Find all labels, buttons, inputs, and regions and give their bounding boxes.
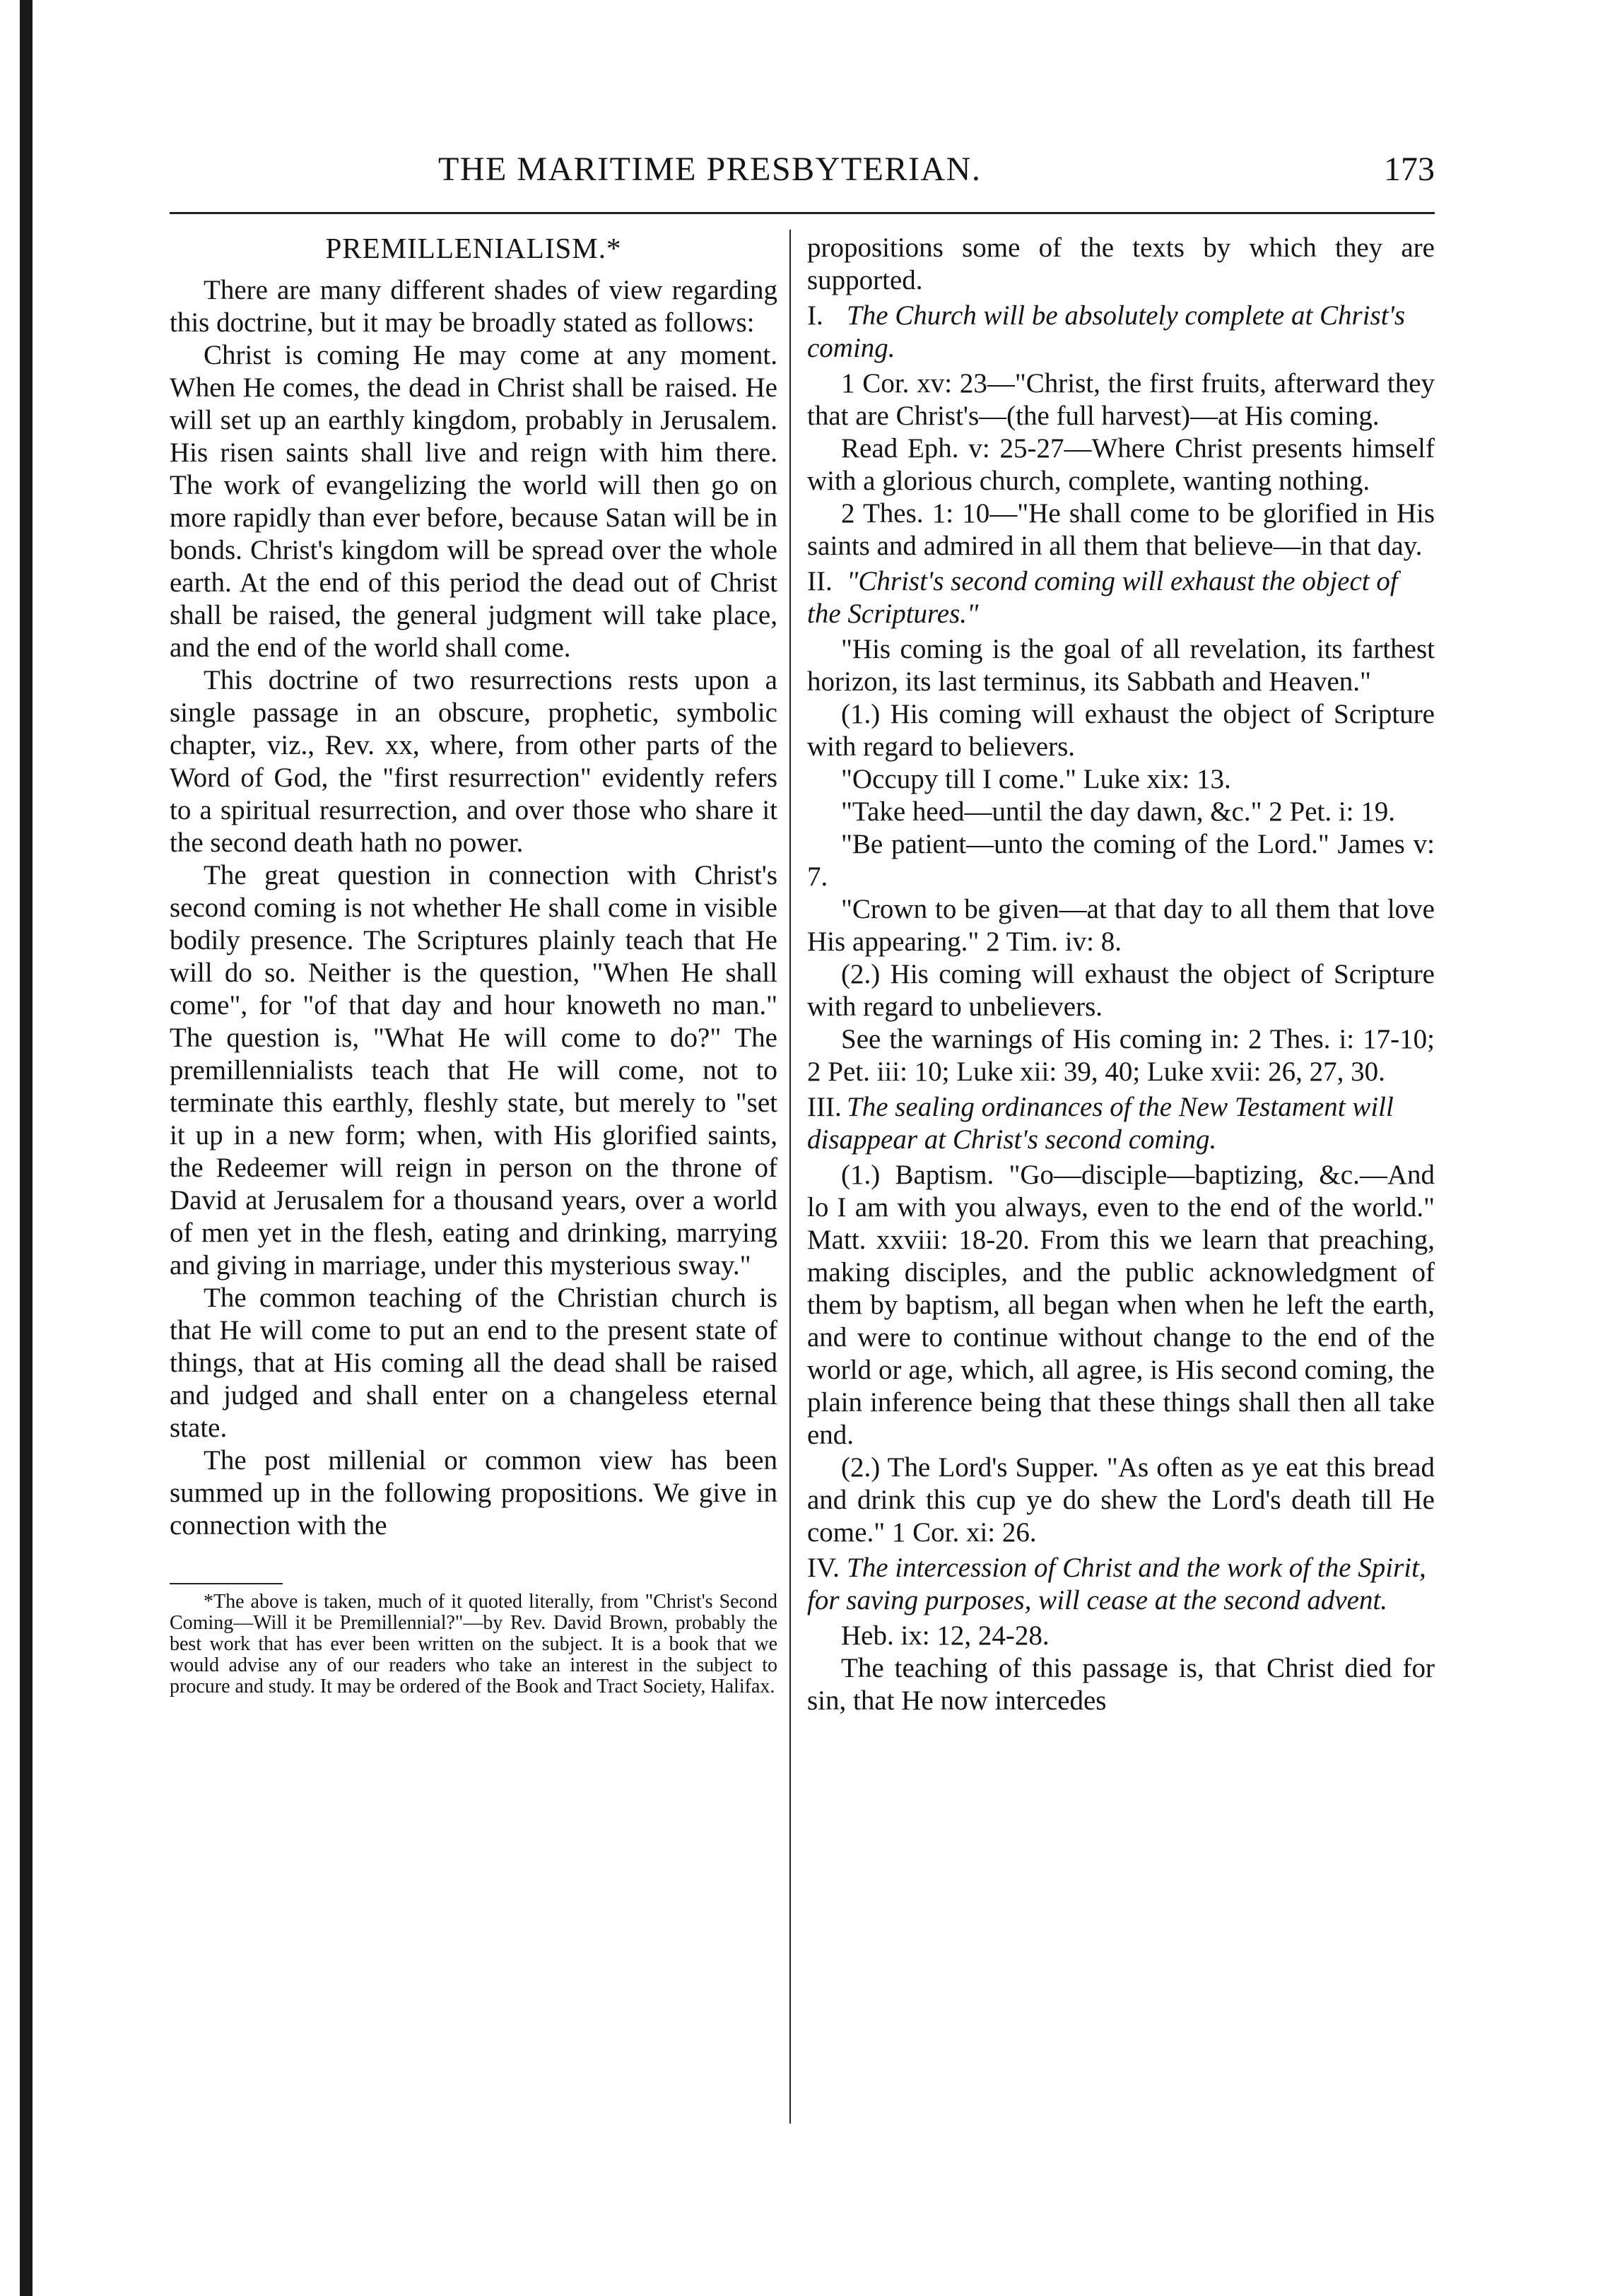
scripture-reference: See the warnings of His coming in: 2 Thes. i: 17-10; 2 Pet. iii: 10; Luke xii: 39, 40; Luke xvii: 26, 27, 30. <box>807 1024 1435 1087</box>
proposition-text: The Church will be absolutely complete at Christ's coming. <box>807 300 1406 363</box>
scripture-reference: Read Eph. v: 25-27—Where Christ presents himself with a glorious church, complete, wanting nothing. <box>807 433 1435 496</box>
page-number: 173 <box>1384 151 1435 188</box>
proposition-number: III. <box>807 1092 842 1122</box>
proposition-2 <box>807 565 1435 630</box>
proposition-3 <box>807 1091 1435 1156</box>
proposition-text: "Christ's second coming will exhaust the object of the Scriptures." <box>807 566 1398 629</box>
footnote-rule <box>170 1583 283 1584</box>
paragraph: propositions some of the texts by which they are supported. <box>807 232 1435 295</box>
paragraph: The great question in connection with Christ's second coming is not whether He shall come in visible bodily presence. The Scriptures plainly teach that He will do so. Neither is the question, "When He shall come", for "of that day and hour knoweth no man." The question is, "What He will come to do?" The premillennialists teach that He will come, not to terminate this earthly, fleshly state, but merely to "set it up in a new form; when, with His glorified saints, the Redeemer will reign in person on the throne of David at Jerusalem for a thousand years, over a world of men yet in the flesh, eating and drinking, marrying and giving in marriage, under this mysterious sway." <box>170 860 777 1281</box>
scripture-reference: The teaching of this passage is, that Christ died for sin, that He now intercedes <box>807 1653 1435 1716</box>
paragraph: There are many different shades of view regarding this doctrine, but it may be broadly stated as follows: <box>170 275 777 338</box>
page-header <box>170 141 1435 198</box>
paragraph: Christ is coming He may come at any moment. When He comes, the dead in Christ shall be raised. He will set up an earthly kingdom, probably in Jerusalem. His risen saints shall live and reign with him there. The work of evangelizing the world will then go on more rapidly than ever before, because Satan will be in bonds. Christ's kingdom will be spread over the whole earth. At the end of this period the dead out of Christ shall be raised, the general judgment will take place, and the end of the world shall come. <box>170 340 777 663</box>
scripture-reference: (1.) Baptism. "Go—disciple—baptizing, &c.—And lo I am with you always, even to the end of the world." Matt. xxviii: 18-20. From this we learn that preaching, making disciples, and the public acknowledgment of them by baptism, all began when when he left the earth, and were to continue without change to the end of the world or age, which, all agree, is His second coming, the plain inference being that these things shall then all take end. <box>807 1160 1435 1450</box>
article-heading: PREMILLENIALISM.* <box>325 232 622 264</box>
scripture-reference: Heb. ix: 12, 24-28. <box>841 1620 1050 1651</box>
proposition-number: I. <box>807 300 823 331</box>
footnote: *The above is taken, much of it quoted literally, from "Christ's Second Coming—Will it be Premillennial?"—by Rev. David Brown, probably the best work that has ever been written on the subject. It is a book that we would advise any of our readers who take an interest in the subject to procure and study. It may be ordered of the Book and Tract Society, Halifax. <box>170 1591 777 1697</box>
scripture-reference: "Be patient—unto the coming of the Lord." James v: 7. <box>807 829 1435 892</box>
scripture-reference: "Occupy till I come." Luke xix: 13. <box>841 764 1231 794</box>
paragraph: The common teaching of the Christian church is that He will come to put an end to the present state of things, that at His coming all the dead shall be raised and judged and shall enter on a changeless eternal state. <box>170 1283 777 1443</box>
left-column <box>170 232 777 1697</box>
scripture-reference: (1.) His coming will exhaust the object of Scripture with regard to believers. <box>807 699 1435 762</box>
scripture-reference: 1 Cor. xv: 23—"Christ, the first fruits, afterward they that are Christ's—(the full harvest)—at His coming. <box>807 368 1435 431</box>
right-column <box>807 232 1435 1717</box>
proposition-4 <box>807 1552 1435 1617</box>
proposition-text: The intercession of Christ and the work of the Spirit, for saving purposes, will cease at the second advent. <box>807 1553 1426 1615</box>
proposition-1 <box>807 300 1435 365</box>
paragraph: The post millenial or common view has been summed up in the following propositions. We give in connection with the <box>170 1445 777 1541</box>
paragraph: This doctrine of two resurrections rests upon a single passage in an obscure, prophetic, symbolic chapter, viz., Rev. xx, where, from other parts of the Word of God, the "first resurrection" evidently refers to a spiritual resurrection, and over those who share it the second death hath no power. <box>170 665 777 858</box>
proposition-number: II. <box>807 566 833 596</box>
header-rule <box>170 212 1435 214</box>
scripture-reference: (2.) His coming will exhaust the object of Scripture with regard to unbelievers. <box>807 959 1435 1022</box>
running-title: THE MARITIME PRESBYTERIAN. <box>438 151 982 188</box>
scripture-reference: "His coming is the goal of all revelation, its farthest horizon, its last terminus, its Sabbath and Heaven." <box>807 634 1435 697</box>
proposition-number: IV. <box>807 1553 840 1583</box>
page-binding-edge <box>20 0 33 2296</box>
column-divider <box>789 230 791 2124</box>
scripture-reference: (2.) The Lord's Supper. "As often as ye eat this bread and drink this cup ye do shew the Lord's death till He come." 1 Cor. xi: 26. <box>807 1452 1435 1548</box>
proposition-text: The sealing ordinances of the New Testament will disappear at Christ's second coming. <box>807 1092 1394 1155</box>
scripture-reference: 2 Thes. 1: 10—"He shall come to be glorified in His saints and admired in all them that believe—in that day. <box>807 498 1435 561</box>
scripture-reference: "Take heed—until the day dawn, &c." 2 Pet. i: 19. <box>841 796 1396 827</box>
scripture-reference: "Crown to be given—at that day to all them that love His appearing." 2 Tim. iv: 8. <box>807 894 1435 957</box>
